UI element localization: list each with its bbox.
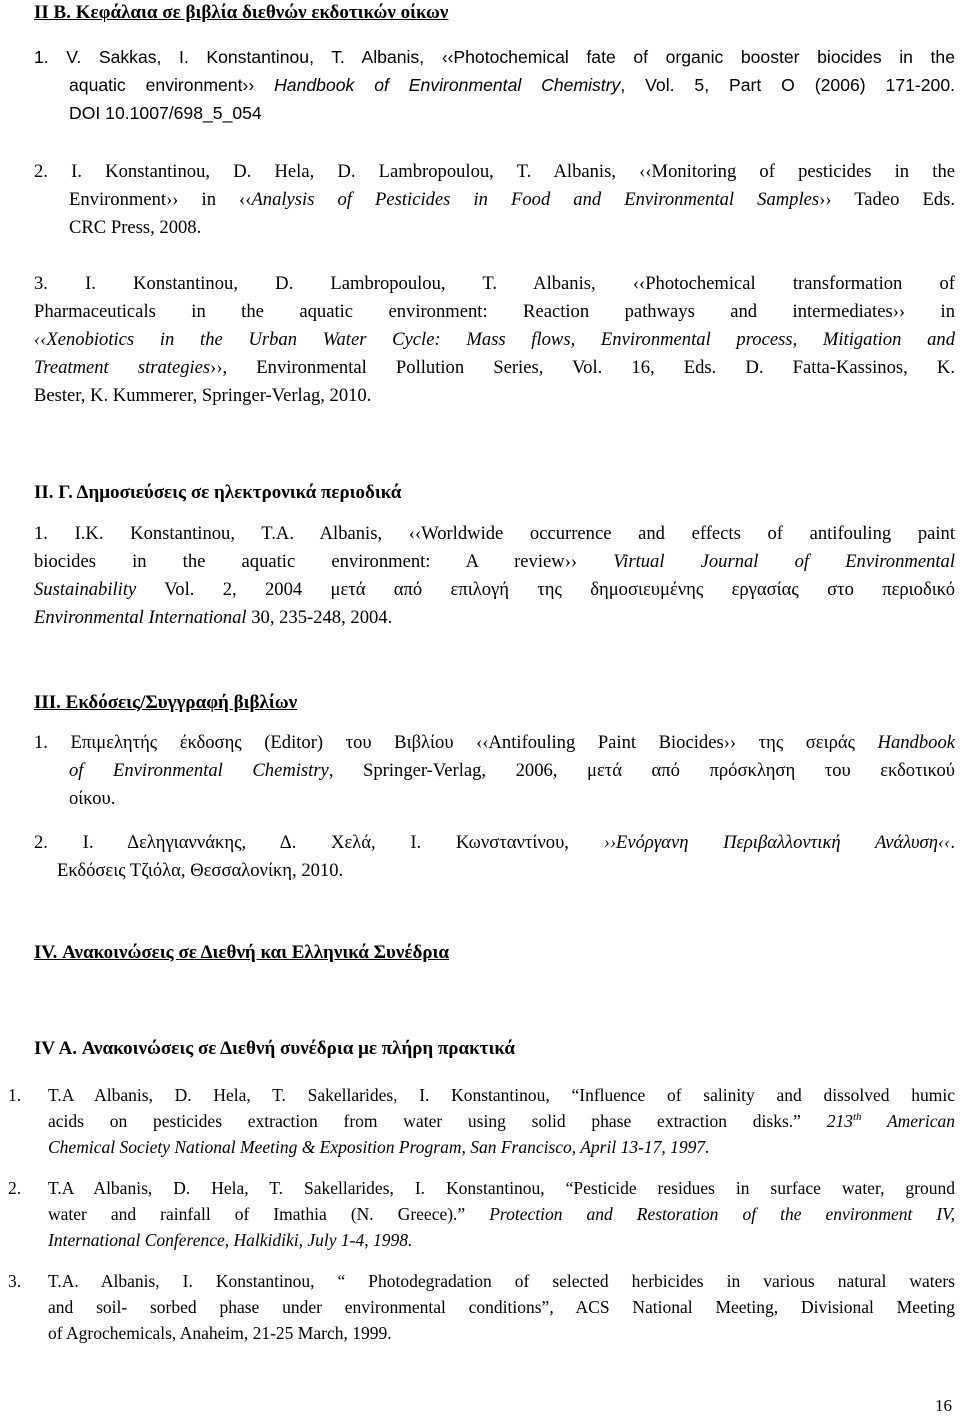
conference-3-line-3: of Agrochemicals, Anaheim, 21-25 March, 1999.: [48, 1323, 392, 1343]
conference-1-line-3: Chemical Society National Meeting & Exposition Program, San Francisco, April 13-17, 1997.: [48, 1137, 710, 1157]
chapter-2-line-3: CRC Press, 2008.: [69, 217, 202, 238]
conference-1-number: 1.: [8, 1085, 22, 1105]
ejournal-1-line-2: biocides in the aquatic environment: A review›› Virtual Journal of Environmental: [34, 551, 956, 572]
book-entry-2: [34, 829, 955, 885]
conference-3-body: [48, 1268, 955, 1346]
conference-2-number: 2.: [8, 1178, 22, 1198]
chapter-3-line-4: Treatment strategies››, Environmental Pollution Series, Vol. 16, Eds. D. Fatta-Kassinos, K.: [34, 357, 955, 378]
conference-2-line-2: water and rainfall of Imathia (N. Greece).” Protection and Restoration of the environment IV,: [48, 1204, 955, 1224]
ejournal-1-line-3: Sustainability Vol. 2, 2004 μετά από επιλογή της δημοσιευμένης εργασίας στο περιοδικό: [34, 579, 955, 600]
ejournal-1-line-4: Environmental International 30, 235-248, 2004.: [34, 607, 393, 628]
book-1-line-3: οίκου.: [69, 788, 116, 809]
conference-entry-3: [0, 1268, 955, 1346]
section-heading-iv-a: IV A. Ανακοινώσεις σε Διεθνή συνέδρια με πλήρη πρακτικά: [34, 1038, 515, 1059]
chapter-3-line-1: 3. I. Konstantinou, D. Lambropoulou, T. Albanis, ‹‹Photochemical transformation of: [34, 273, 955, 294]
chapter-3-line-5: Bester, K. Kummerer, Springer-Verlag, 2010.: [34, 385, 372, 406]
section-heading-iv: IV. Ανακοινώσεις σε Διεθνή και Ελληνικά Συνέδρια: [34, 942, 449, 963]
conference-2-line-3: International Conference, Halkidiki, July 1-4, 1998.: [48, 1230, 413, 1250]
conference-2-line-1: T.A Albanis, D. Hela, T. Sakellarides, I. Konstantinou, “Pesticide residues in surface water, ground: [48, 1178, 955, 1198]
page-number: 16: [935, 1396, 952, 1415]
conference-3-line-1: T.A. Albanis, I. Konstantinou, “ Photodegradation of selected herbicides in various natural waters: [48, 1271, 955, 1291]
conference-3-number: 3.: [8, 1271, 22, 1291]
chapter-2-line-1: 2. I. Konstantinou, D. Hela, D. Lambropoulou, T. Albanis, ‹‹Monitoring of pesticides in the: [34, 161, 955, 182]
chapter-3-line-2: Pharmaceuticals in the aquatic environment: Reaction pathways and intermediates›› in: [34, 301, 955, 322]
book-1-line-2: of Environmental Chemistry, Springer-Verlag, 2006, μετά από πρόσκληση του εκδοτικού: [69, 760, 956, 781]
conference-3-line-2: and soil- sorbed phase under environmental conditions”, ACS National Meeting, Divisional Meeting: [48, 1297, 955, 1317]
chapter-1-line-3: DOI 10.1007/698_5_054: [69, 103, 262, 123]
conference-1-body: [48, 1082, 955, 1160]
chapter-entry-3: [34, 270, 955, 410]
conference-1-line-2: acids on pesticides extraction from water using solid phase extraction disks.” 213th American: [48, 1111, 955, 1131]
book-2-line-2: Εκδόσεις Τζιόλα, Θεσσαλονίκη, 2010.: [57, 860, 344, 881]
book-entry-1: [34, 729, 955, 813]
chapter-3-line-3: ‹‹Xenobiotics in the Urban Water Cycle: Mass flows, Environmental process, Mitigation and: [34, 329, 955, 350]
conference-entry-2: [0, 1175, 955, 1253]
chapter-1-line-2: aquatic environment›› Handbook of Environmental Chemistry, Vol. 5, Part O (2006) 171-200.: [69, 75, 955, 95]
book-1-line-1: 1. Επιμελητής έκδοσης (Editor) του Βιβλίου ‹‹Antifouling Paint Biocides›› της σειράς Handbook: [34, 732, 955, 753]
chapter-entry-2: [34, 158, 955, 242]
book-2-line-1: 2. Ι. Δεληγιαννάκης, Δ. Χελά, Ι. Κωνσταντίνου, ››Ενόργανη Περιβαλλοντική Ανάλυση‹‹.: [34, 832, 955, 853]
section-heading-iii: III. Εκδόσεις/Συγγραφή βιβλίων: [34, 692, 298, 713]
section-heading-ii-b: II B. Κεφάλαια σε βιβλία διεθνών εκδοτικών οίκων: [34, 2, 449, 23]
chapter-entry-1: [34, 43, 955, 127]
ejournal-1-line-1: 1. I.K. Konstantinou, T.A. Albanis, ‹‹Worldwide occurrence and effects of antifouling paint: [34, 523, 955, 544]
conference-2-body: [48, 1175, 955, 1253]
section-heading-ii-c-text: II. Γ. Δημοσιεύσεις σε ηλεκτρονικά περιοδικά: [34, 482, 402, 503]
conference-entry-1: [0, 1082, 955, 1160]
chapter-1-line-1: 1. V. Sakkas, I. Konstantinou, T. Albanis, ‹‹Photochemical fate of organic booster biocides in the: [34, 47, 955, 67]
section-heading-ii-c: [34, 480, 401, 506]
ejournal-entry-1: [34, 520, 955, 632]
chapter-2-line-2: Environment›› in ‹‹Analysis of Pesticides in Food and Environmental Samples›› Tadeo Eds.: [69, 189, 955, 210]
conference-1-line-1: T.A Albanis, D. Hela, T. Sakellarides, I. Konstantinou, “Influence of salinity and dissolved humic: [48, 1085, 955, 1105]
